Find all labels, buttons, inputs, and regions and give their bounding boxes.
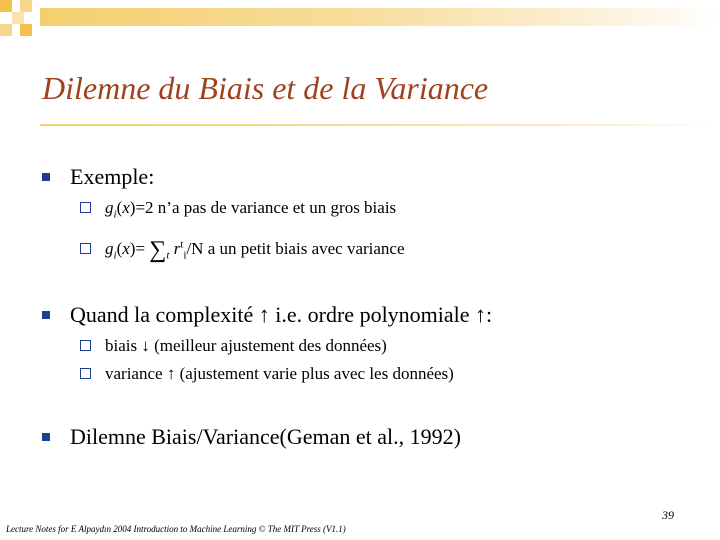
- corner-decoration-square: [0, 0, 12, 12]
- square-bullet-icon: [42, 433, 50, 441]
- bullet-text: Quand la complexité ↑ i.e. ordre polynomiale ↑:: [70, 302, 493, 327]
- bullet-text: Exemple:: [70, 164, 155, 189]
- summation-symbol: ∑: [149, 237, 167, 263]
- corner-decoration-square: [20, 0, 32, 12]
- sub-bullet-item: $g_i(x)=2$ n’a pas de variance et un gros biais: [80, 198, 396, 220]
- summation-subscript: t: [166, 249, 170, 262]
- r-subscript: i: [183, 249, 187, 262]
- sub-bullet-item: [80, 336, 387, 356]
- r-symbol: r: [169, 239, 181, 258]
- bullet-text: Dilemne Biais/Variance(Geman et al., 1992): [70, 424, 461, 449]
- footer-citation: Lecture Notes for E Alpaydın 2004 Introduction to Machine Learning © The MIT Press (V1.1): [6, 524, 346, 534]
- sub-bullet-text: biais ↓ (meilleur ajustement des données): [105, 336, 387, 355]
- hollow-square-bullet-icon: [80, 202, 91, 213]
- square-bullet-icon: [42, 173, 50, 181]
- sub-bullet-text: )=2 n’a pas de variance et un gros biais: [129, 198, 397, 217]
- slide-title: Dilemne du Biais et de la Variance: [42, 70, 489, 106]
- x-symbol: x: [122, 239, 130, 258]
- sub-bullet-item: $g_i(x)= \sum_t$ $r^t_i/N$ a un petit biais avec variance: [80, 234, 405, 261]
- corner-decoration-square: [12, 12, 24, 24]
- square-bullet-icon: [42, 311, 50, 319]
- sub-bullet-text: /N a un petit biais avec variance: [186, 239, 405, 258]
- hollow-square-bullet-icon: [80, 340, 91, 351]
- corner-decoration-square: [0, 24, 12, 36]
- bullet-item: [42, 164, 154, 190]
- g-subscript: i: [113, 208, 117, 221]
- g-subscript: i: [113, 249, 117, 262]
- sub-bullet-text: variance ↑ (ajustement varie plus avec les données): [105, 364, 454, 383]
- hollow-square-bullet-icon: [80, 368, 91, 379]
- g-symbol: g: [105, 239, 114, 258]
- bullet-item: [42, 424, 461, 450]
- corner-decoration-square: [20, 24, 32, 36]
- title-underline: [40, 124, 720, 126]
- x-symbol: x: [122, 198, 130, 217]
- equals-text: )=: [129, 239, 150, 258]
- bullet-item: [42, 302, 492, 328]
- hollow-square-bullet-icon: [80, 243, 91, 254]
- sub-bullet-item: [80, 364, 454, 384]
- g-symbol: g: [105, 198, 114, 217]
- page-number: 39: [662, 508, 674, 522]
- r-superscript: t: [180, 238, 184, 251]
- header-gradient-bar: [40, 8, 720, 26]
